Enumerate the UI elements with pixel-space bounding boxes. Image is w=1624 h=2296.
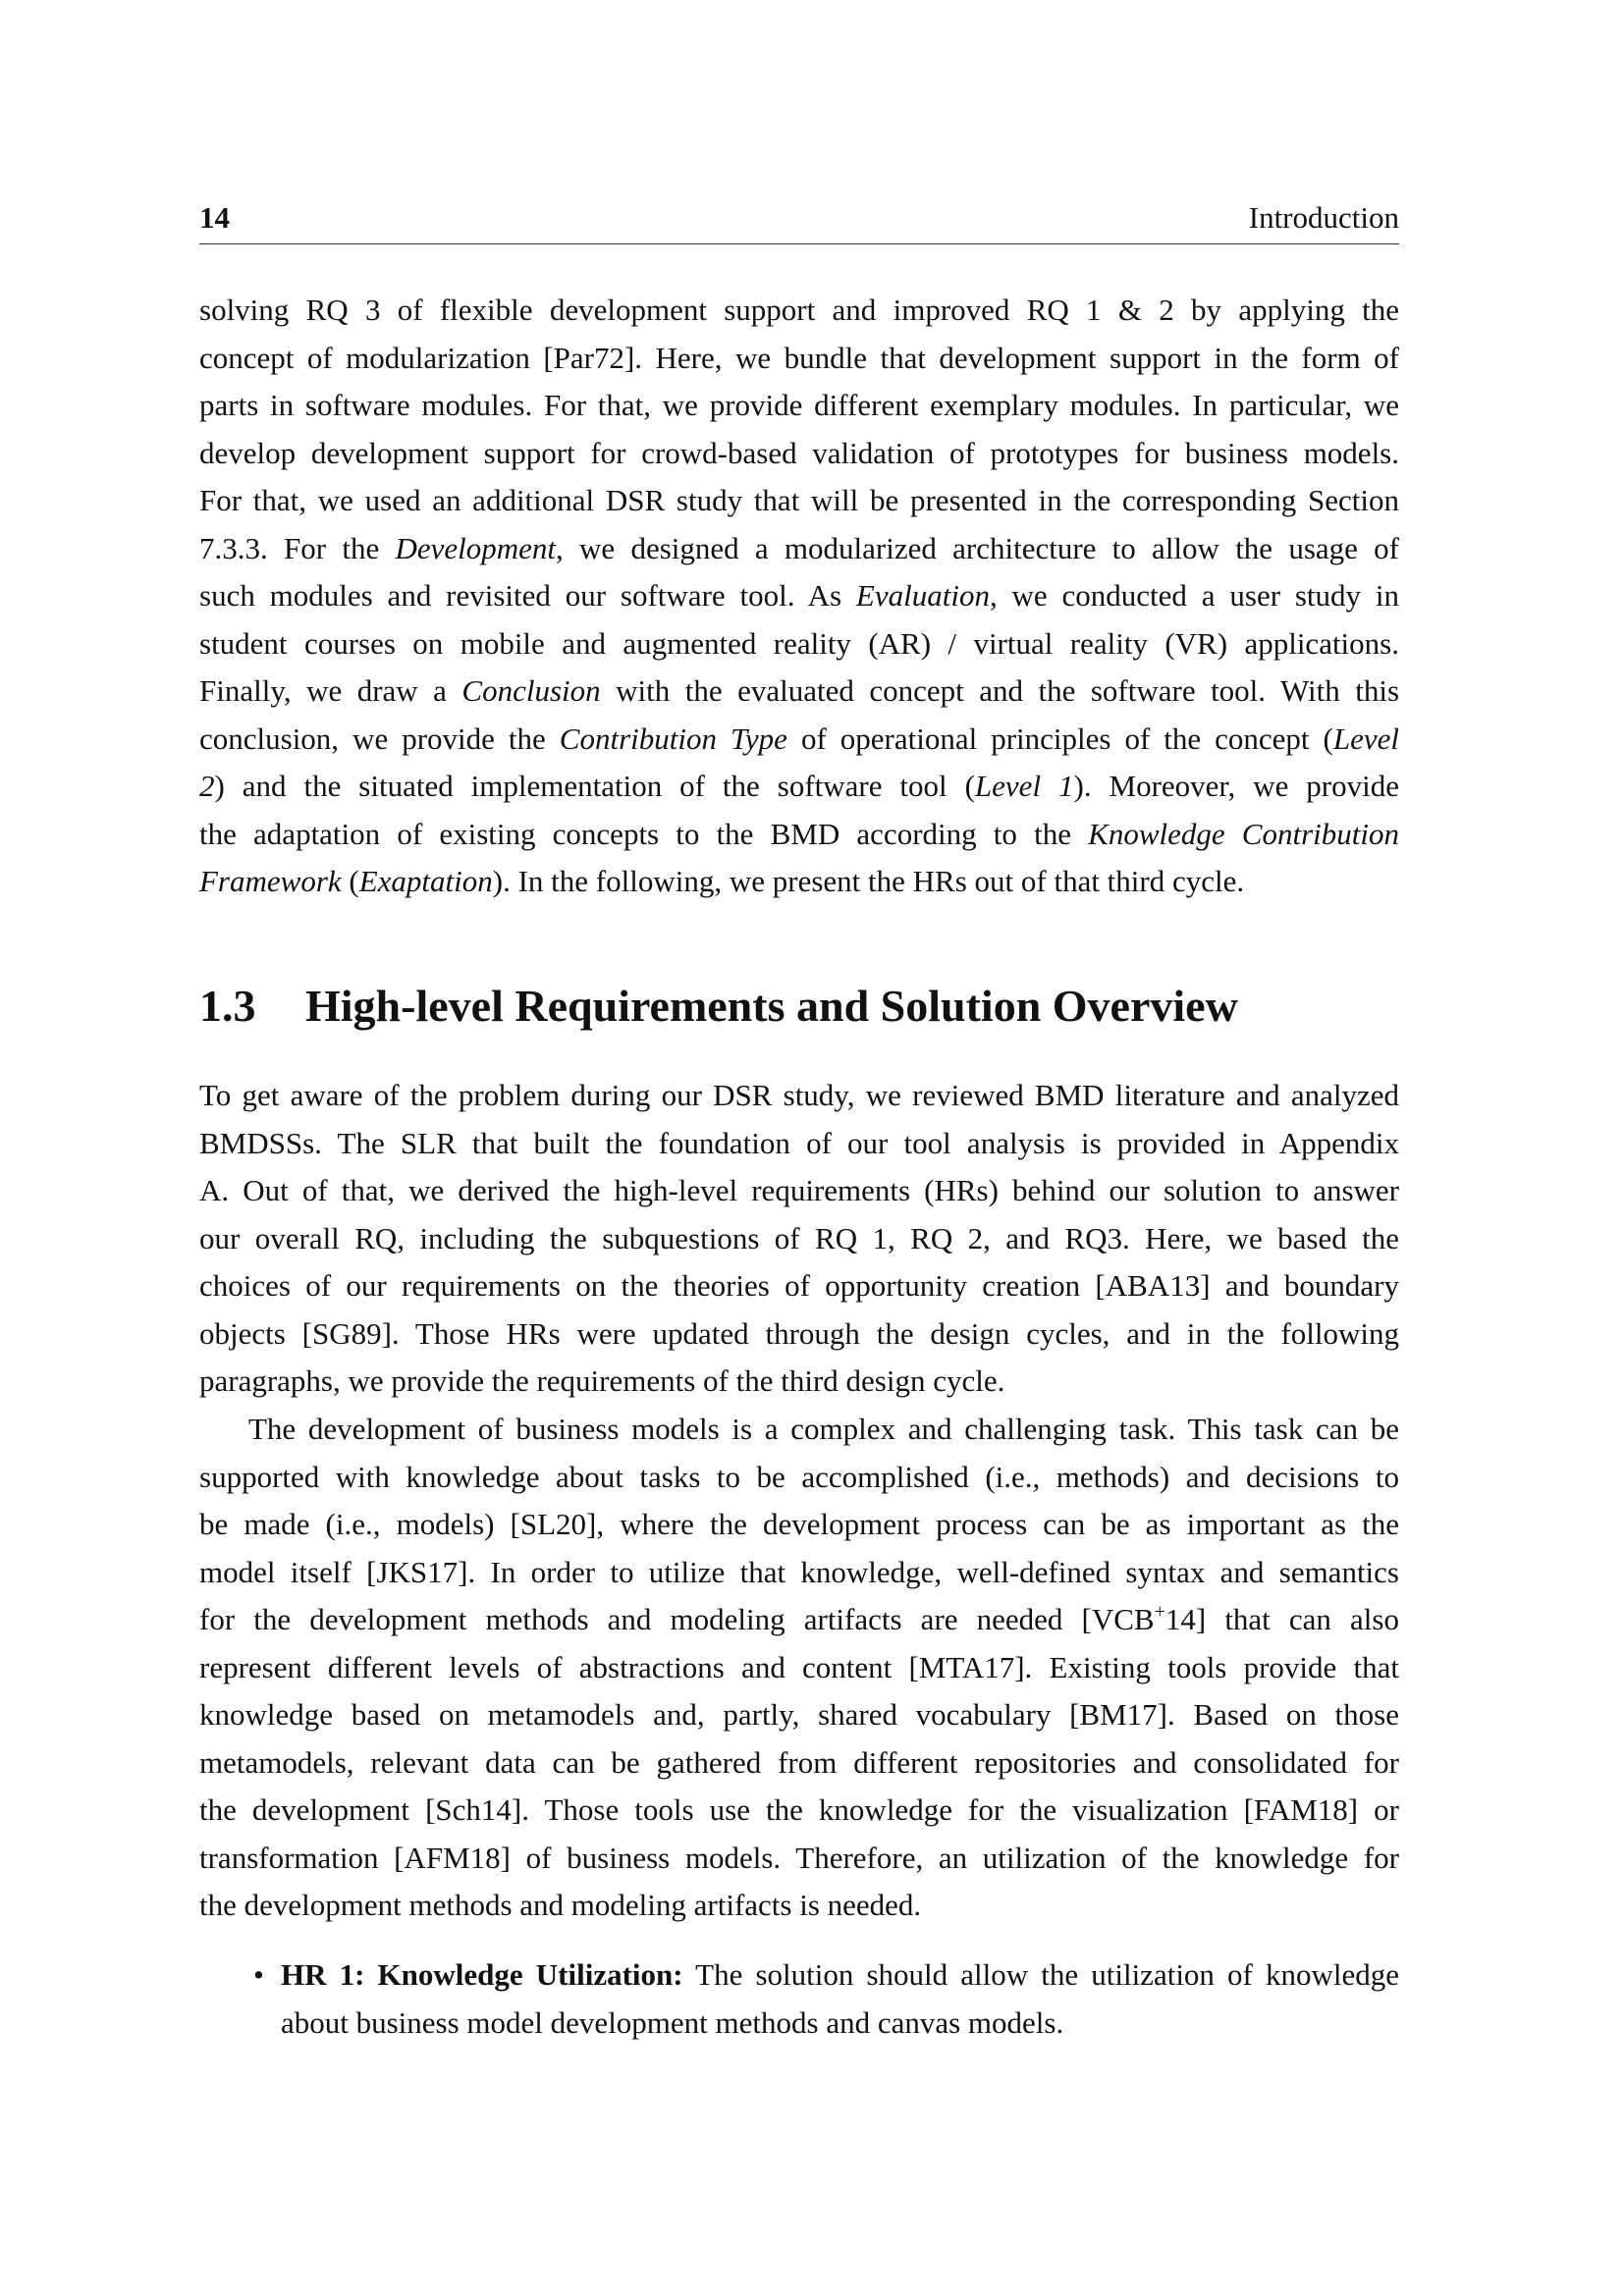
text-line: choices of our requirements on the theories of opportunity creation [ABA13] and boundary <box>199 1268 1399 1303</box>
superscript-plus: + <box>1154 1601 1165 1623</box>
text-line: transformation [AFM18] of business models. Therefore, an utilization of the knowledge for <box>199 1840 1399 1875</box>
text-line: parts in software modules. For that, we provide different exemplary modules. In particular, we <box>199 388 1399 422</box>
chapter-title: Introduction <box>1248 200 1399 235</box>
text-line: for the development methods and modeling artifacts are needed [VCB+14] that can also <box>199 1601 1399 1636</box>
text-line: Framework (Exaptation). In the following, we present the HRs out of that third cycle. <box>199 864 1245 898</box>
text-line: the development methods and modeling artifacts is needed. <box>199 1888 922 1922</box>
text-line: such modules and revisited our software tool. As Evaluation, we conducted a user study in <box>199 578 1399 613</box>
section-heading <box>199 977 1238 1036</box>
text-line: solving RQ 3 of flexible development support and improved RQ 1 & 2 by applying the <box>199 293 1399 327</box>
text-line: BMDSSs. The SLR that built the foundation of our tool analysis is provided in Appendix <box>199 1125 1399 1160</box>
section-title: High-level Requirements and Solution Overview <box>305 981 1238 1031</box>
requirement-label: HR 1: Knowledge Utilization: <box>281 1957 683 1992</box>
text-line: represent different levels of abstractions and content [MTA17]. Existing tools provide that <box>199 1649 1399 1684</box>
bullet-marker: • <box>253 1957 264 1992</box>
text-line: concept of modularization [Par72]. Here, we bundle that development support in the form of <box>199 340 1399 375</box>
text-line: The development of business models is a complex and challenging task. This task can be <box>248 1412 1399 1446</box>
text-line: For that, we used an additional DSR study that will be presented in the corresponding Section <box>199 483 1399 517</box>
page-number: 14 <box>199 200 230 235</box>
text-line: conclusion, we provide the Contribution Type of operational principles of the concept (Level <box>199 721 1399 756</box>
text-line: metamodels, relevant data can be gathered from different repositories and consolidated for <box>199 1744 1399 1780</box>
paragraph-knowledge <box>199 1406 1399 1930</box>
text-line: develop development support for crowd-based validation of prototypes for business models. <box>199 435 1399 470</box>
text-line: To get aware of the problem during our DSR study, we reviewed BMD literature and analyzed <box>199 1078 1399 1112</box>
text-line: HR 1: Knowledge Utilization: The solution should allow the utilization of knowledge <box>281 1957 1399 1992</box>
requirement-text <box>281 1951 1399 2047</box>
text-line: knowledge based on metamodels and, partly, shared vocabulary [BM17]. Based on those <box>199 1697 1399 1732</box>
text-line: Finally, we draw a Conclusion with the evaluated concept and the software tool. With this <box>199 673 1400 708</box>
text-line: A. Out of that, we derived the high-level requirements (HRs) behind our solution to answer <box>199 1173 1399 1207</box>
text-line: 2) and the situated implementation of the software tool (Level 1). Moreover, we provide <box>199 769 1399 803</box>
text-line: the development [Sch14]. Those tools use the knowledge for the visualization [FAM18] or <box>199 1792 1399 1827</box>
running-header <box>199 196 1399 244</box>
text-line: 7.3.3. For the Development, we designed a modularized architecture to allow the usage of <box>199 530 1399 565</box>
text-line: supported with knowledge about tasks to be accomplished (i.e., methods) and decisions to <box>199 1459 1399 1494</box>
text-line: paragraphs, we provide the requirements of the third design cycle. <box>199 1363 1005 1398</box>
section-number: 1.3 <box>199 981 256 1031</box>
text-line: objects [SG89]. Those HRs were updated through the design cycles, and in the following <box>199 1315 1399 1351</box>
text-line: about business model development methods and canvas models. <box>281 2004 1064 2040</box>
paragraph-problem-awareness <box>199 1072 1399 1406</box>
text-line: be made (i.e., models) [SL20], where the development process can be as important as the <box>199 1507 1399 1541</box>
paragraph-intro-continuation <box>199 287 1399 906</box>
text-line: student courses on mobile and augmented reality (AR) / virtual reality (VR) applications. <box>199 625 1399 661</box>
text-line: the adaptation of existing concepts to the BMD according to the Knowledge Contribution <box>199 816 1399 851</box>
text-line: model itself [JKS17]. In order to utilize that knowledge, well-defined syntax and semantics <box>199 1554 1399 1589</box>
text-line: our overall RQ, including the subquestions of RQ 1, RQ 2, and RQ3. Here, we based the <box>199 1220 1399 1255</box>
